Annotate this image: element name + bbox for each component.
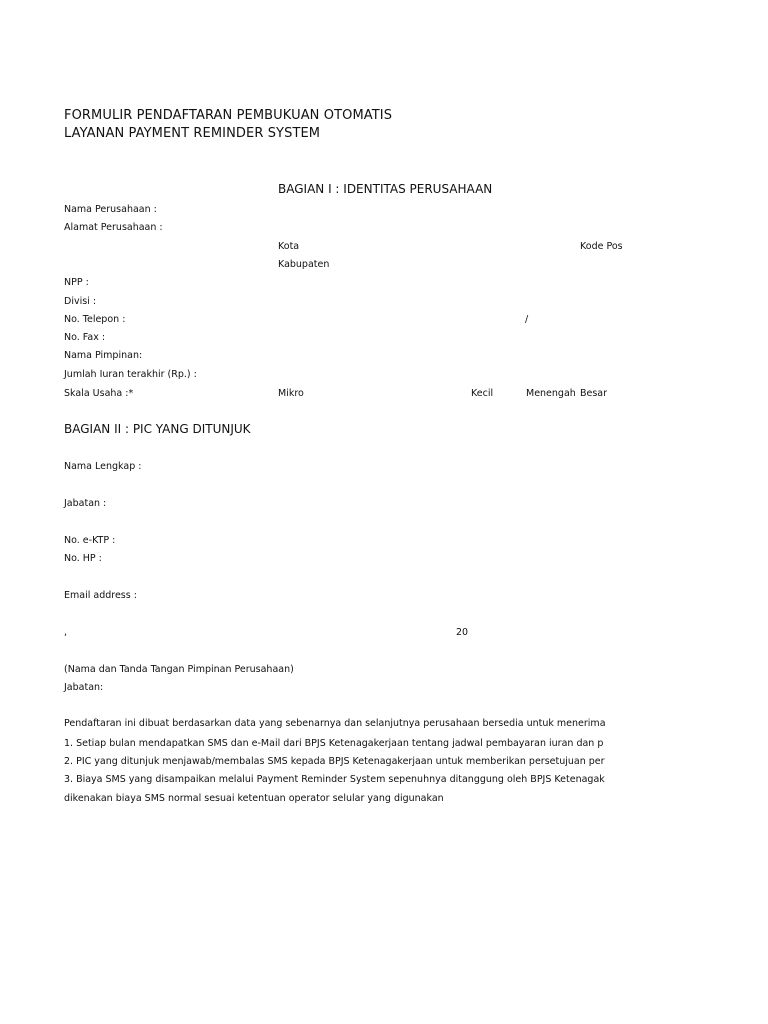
skala-option-kecil[interactable]: Kecil (471, 388, 494, 399)
section1-title: BAGIAN I : IDENTITAS PERUSAHAAN (278, 182, 493, 196)
form-title-line2: LAYANAN PAYMENT REMINDER SYSTEM (64, 126, 321, 141)
label-jabatan: Jabatan : (64, 498, 107, 509)
label-npp: NPP : (64, 277, 89, 288)
section2-title: BAGIAN II : PIC YANG DITUNJUK (64, 422, 251, 436)
label-skala-usaha: Skala Usaha :* (64, 388, 134, 399)
label-kode-pos: Kode Pos (580, 241, 623, 252)
label-divisi: Divisi : (64, 296, 97, 307)
label-no-hp: No. HP : (64, 553, 102, 564)
skala-option-besar[interactable]: Besar (580, 388, 608, 399)
label-no-telepon: No. Telepon : (64, 314, 126, 325)
signature-jabatan-label: Jabatan: (64, 682, 104, 693)
year-prefix: 20 (456, 627, 469, 638)
skala-option-mikro[interactable]: Mikro (278, 388, 304, 399)
terms-item-2: 2. PIC yang ditunjuk menjawab/membalas SMS kepada BPJS Ketenagakerjaan untuk memberikan persetujuan per (64, 756, 605, 767)
skala-option-menengah[interactable]: Menengah (526, 388, 576, 399)
label-nama-perusahaan: Nama Perusahaan : (64, 204, 157, 215)
label-no-fax: No. Fax : (64, 332, 106, 343)
terms-item-3-continuation: dikenakan biaya SMS normal sesuai ketentuan operator selular yang digunakan (64, 793, 444, 804)
label-nama-pimpinan: Nama Pimpinan: (64, 350, 143, 361)
terms-item-3: 3. Biaya SMS yang disampaikan melalui Payment Reminder System sepenuhnya ditanggung oleh BPJS Ketenagak (64, 774, 605, 785)
form-title-line1: FORMULIR PENDAFTARAN PEMBUKUAN OTOMATIS (64, 108, 393, 123)
label-email: Email address : (64, 590, 137, 601)
label-kota: Kota (278, 241, 300, 252)
label-nama-lengkap: Nama Lengkap : (64, 461, 142, 472)
label-alamat-perusahaan: Alamat Perusahaan : (64, 222, 163, 233)
terms-item-1: 1. Setiap bulan mendapatkan SMS dan e-Mail dari BPJS Ketenagakerjaan tentang jadwal pembayaran iuran dan p (64, 738, 604, 749)
label-jumlah-iuran: Jumlah Iuran terakhir (Rp.) : (64, 369, 197, 380)
signature-name-label: (Nama dan Tanda Tangan Pimpinan Perusahaan) (64, 664, 294, 675)
label-kabupaten: Kabupaten (278, 259, 330, 270)
place-date-comma: , (64, 627, 68, 638)
terms-intro: Pendaftaran ini dibuat berdasarkan data yang sebenarnya dan selanjutnya perusahaan bersedia untuk menerima (64, 718, 606, 729)
label-no-ektp: No. e-KTP : (64, 535, 116, 546)
telepon-separator: / (525, 314, 529, 325)
